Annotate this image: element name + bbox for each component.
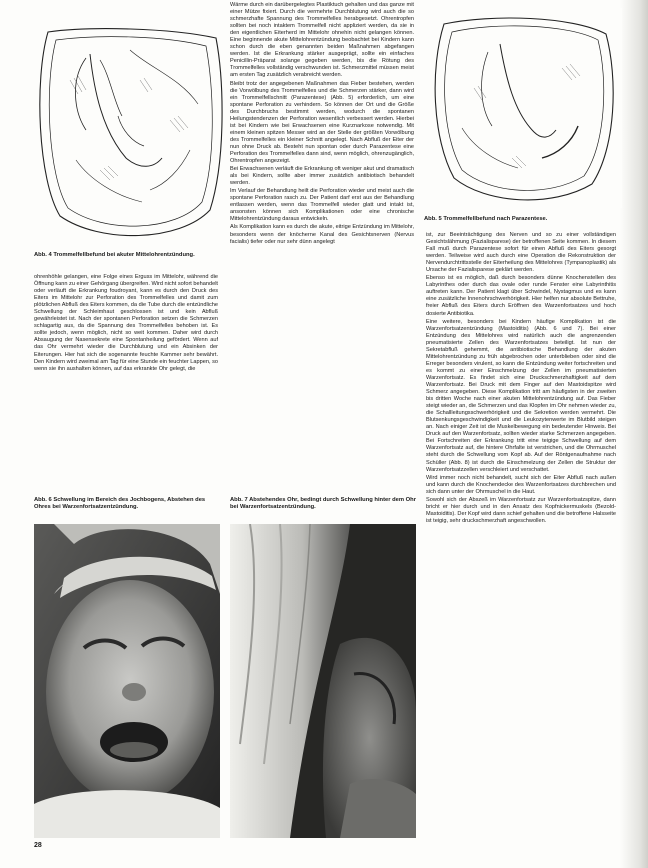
figure-6-photo-crying-child: [34, 524, 220, 838]
page-number: 28: [34, 842, 42, 849]
text-column-middle: [230, 2, 414, 488]
text-column-left: [34, 274, 218, 488]
paragraph: Bei Erwachsenen verläuft die Erkrankung oft weniger akut und dramatisch als bei Kindern, sollte aber immer zusätzlich antibiotisch behandelt werden.: [230, 166, 414, 187]
figure-5-caption: Abb. 5 Trommelfellbefund nach Parazentese.: [424, 216, 548, 222]
figure-5-eardrum-drawing: [422, 8, 622, 208]
paragraph: Eine weitere, besonders bei Kindern häufige Komplikation ist die Warzenfortsatzentzündung (Mastoiditis) (Abb. 6 und 7). Bei einer Entzündung des Mittelohres wird natürlich auch die angrenzenden pneumatisierte Zellen des Warzenfortsatzes beteiligt. Ist nun der Sekretabfluß gehemmt, die antibiotische Behandlung der akuten Mittelohrentzündung zu früh abgebrochen oder unterblieben oder sind die Erreger besonders virulent, so kann die Entzündung weiter fortschreiten und es kommt zu einer Einschmelzung der Zellen im pneumatisierten Warzenfortsatz. Es findet sich eine Druckschmerzhaftigkeit auf dem Warzenfortsatz. Bei Druck mit dem Finger auf den Mastoidspitze wird Schmerz angegeben. Diese Komplikation tritt am häufigsten in der zweiten bis dritten Woche nach einer akuten Mittelohrentzündung auf. Das Fieber steigt wieder an, die Schmerzen und das Klopfen im Ohr nehmen wieder zu, die Schallleitungsschwerhörigkeit und die Sekretion werden vermehrt. Die Blutsenkungsgeschwindigkeit und die Leukozytenwerte im Blutbild steigen an. Nach einiger Zeit ist die Muskelbewegung ein bedeutender Hinweis. Bei Druck auf den Warzenfortsatz, sollten wieder starke Schmerzen angegeben. Bei Fortschreiten der Erkrankung tritt eine teigige Schwellung auf dem Warzenfortsatz auf, die hintere Ohrfalte ist verstrichen, und die Ohrmuschel steht durch die Schwellung vom Kopf ab. Auf der Röntgenaufnahme nach Schüller (Abb. 8) ist durch die Einschmelzung der Zellen die Struktur der Warzenfortsatzzellen verschleiert und verschattet.: [426, 318, 616, 473]
page-edge-shadow: [620, 0, 648, 868]
paragraph: Bleibt trotz der angegebenen Maßnahmen das Fieber bestehen, werden die Vorwölbung des Trommelfelles und die Schmerzen stärker, dann wird ein Trommelfellschnitt (Parazentese) (Abb. 5) erforderlich, um eine spontane Perforation zu verhindern. So können der Ort und die Größe des Durchbruchs bestimmt werden, wodurch die spontanen Heilungstendenzen der Perforation wesentlich verbessert werden. Hierbei ist bei Kindern wie bei Erwachsenen eine Kurznarkose notwendig. Mit einem kleinen spitzen Messer wird an der Stelle der größten Vorwölbung des Trommelfelles ein kleiner Schnitt angelegt. Nach Abfluß der Eiter der nun ohne Druck ab. Besteht nun spontan oder durch Parazentese eine Perforation des Trommelfelles dann sind, wenn möglich, ohrenzugänglich, Ohrentropfen angezeigt.: [230, 80, 414, 165]
paragraph: Sowohl sich der Abszeß im Warzenfortsatz zur Warzenfortsatzspitze, dann bricht er hier durch und in den Ansatz des Kopfnickermuskels (Bezold-Mastoiditis). Der Kopf wird dann schief gehalten und die betroffene Halsseite ist teigig, sehr druckschmerzhaft angeschwollen.: [426, 496, 616, 524]
figure-6-caption: Abb. 6 Schwellung im Bereich des Jochbogens, Abstehen des Ohres bei Warzenfortsatzentzündung.: [34, 497, 206, 510]
paragraph: ohrenhöhle gelangen, eine Folge eines Erguss im Mittelohr, während die Öffnung kann zu einer Gehörgang übergreifen. Wird nicht sofort behandelt oder verläuft die Erkrankung foudroyant, kann es durch den Druck des Eiters im Mittelohr zur Perforation des Trommelfelles und damit zum plötzlichen Abfluß des Eiters kommen, da die Tube durch die entzündliche Schwellung der Schleimhaut geschlossen ist und kein Abfluß gewährleistet ist. Nach der spontanen Perforation setzen die Schmerzen schlagartig aus, da die Spannung des Trommelfelles behoben ist. Es sollte jedoch, wenn möglich, nicht so weit kommen. Daher wird durch Absaugung der Nasensekrete eine Spontanheilung gefördert. Wenn auf das Ohr vermehrt wieder die Durchblutung und ein Absinken der Eiterungen. Hier hat sich die sogenannte feuchte Kammer sehr bewährt. Den Kindern wird zweimal am Tag für eine Stunde ein feuchter Lappen, so wenn sie ihn aushalten können, auf das erkrankte Ohr gelegt, die: [34, 274, 218, 372]
paragraph: Wird immer noch nicht behandelt, sucht sich der Eiter Abfluß nach außen und kann durch die Knochendecke des Warzenfortsatzes durchbrechen und sich dann unter der Ohrmuschel in die Haut.: [426, 474, 616, 495]
figure-4-caption: Abb. 4 Trommelfellbefund bei akuter Mittelohrentzündung.: [34, 252, 195, 258]
figure-4-eardrum-drawing: [30, 20, 230, 248]
figure-7-photo-protruding-ear: [230, 524, 416, 838]
paragraph: Als Komplikation kann es durch die akute, eitrige Entzündung im Mittelohr, besonders wenn der knöcherne Kanal des Gesichtsnerven (Nervus facialis) tiefer oder nur sehr dünn angelegt: [230, 224, 414, 245]
paragraph: Wärme durch ein darübergelegtes Plastiktuch gehalten und das ganze mit einer Mütze fixiert. Durch die vermehrte Durchblutung wird auch die so schmerzhafte Spannung des Trommelfelles herabgesetzt. Ohrentropfen sollten bei noch intaktem Trommelfell nicht appliziert werden, da sie in den eigentlichen Eiterherd im Mittelohr ohnehin nicht gelangen können. Eine beginnende akute Mittelohrentzündung beobachtet bei Kindern kann schon durch die eben genannten beiden Maßnahmen abgefangen werden. Ist die Erkrankung stärker ausgeprägt, sollte ein einfaches Penicillin-Präparat solange gegeben werden, bis die Rötung des Trommelfelles vollständig verschwunden ist. Schmerzmittel müssen meist am ersten Tag zusätzlich verabreicht werden.: [230, 2, 414, 79]
text-column-right: [426, 232, 616, 850]
figure-7-caption: Abb. 7 Abstehendes Ohr, bedingt durch Schwellung hinter dem Ohr bei Warzenfortsatzentzündung.: [230, 497, 416, 510]
paragraph: Ebenso ist es möglich, daß durch besonders dünne Knochenstellen des Labyrinthes oder durch das ovale oder runde Fenster eine Labyrinthitis auftreten kann. Der Patient klagt über Schwindel, Nystagmus und es kann eine zusätzliche Innenohrschwerhörigkeit. Hier helfen nur absolute Bettruhe, freier Abfluß des Eiters durch Eröffnen des Warzenfortsatzes und hoch dosierte Antibiotika.: [426, 275, 616, 317]
paragraph: ist, zur Beeinträchtigung des Nerven und so zu einer vollständigen Gesichtslähmung (Fazialisparese) der betroffenen Seite kommen. In diesem Fall muß durch Parazentese sofort für einen Abfluß des Eiters gesorgt werden. Teilweise wird auch durch eine Operation die Rekonstruktion der Nervendurchtrittsstelle der Eiterheilung des Mittelohres (Tympanoplastik) als Ursache der Fazialisparese geklärt werden.: [426, 232, 616, 274]
paragraph: Im Verlauf der Behandlung heilt die Perforation wieder und meist auch die spontane Perforation rasch zu. Der Patient darf erst aus der Behandlung entlassen werden, wenn das Trommelfell wieder glatt und intakt ist, ansonsten können sich Komplikationen oder eine chronische Mittelohrentzündung daraus entwickeln.: [230, 188, 414, 223]
